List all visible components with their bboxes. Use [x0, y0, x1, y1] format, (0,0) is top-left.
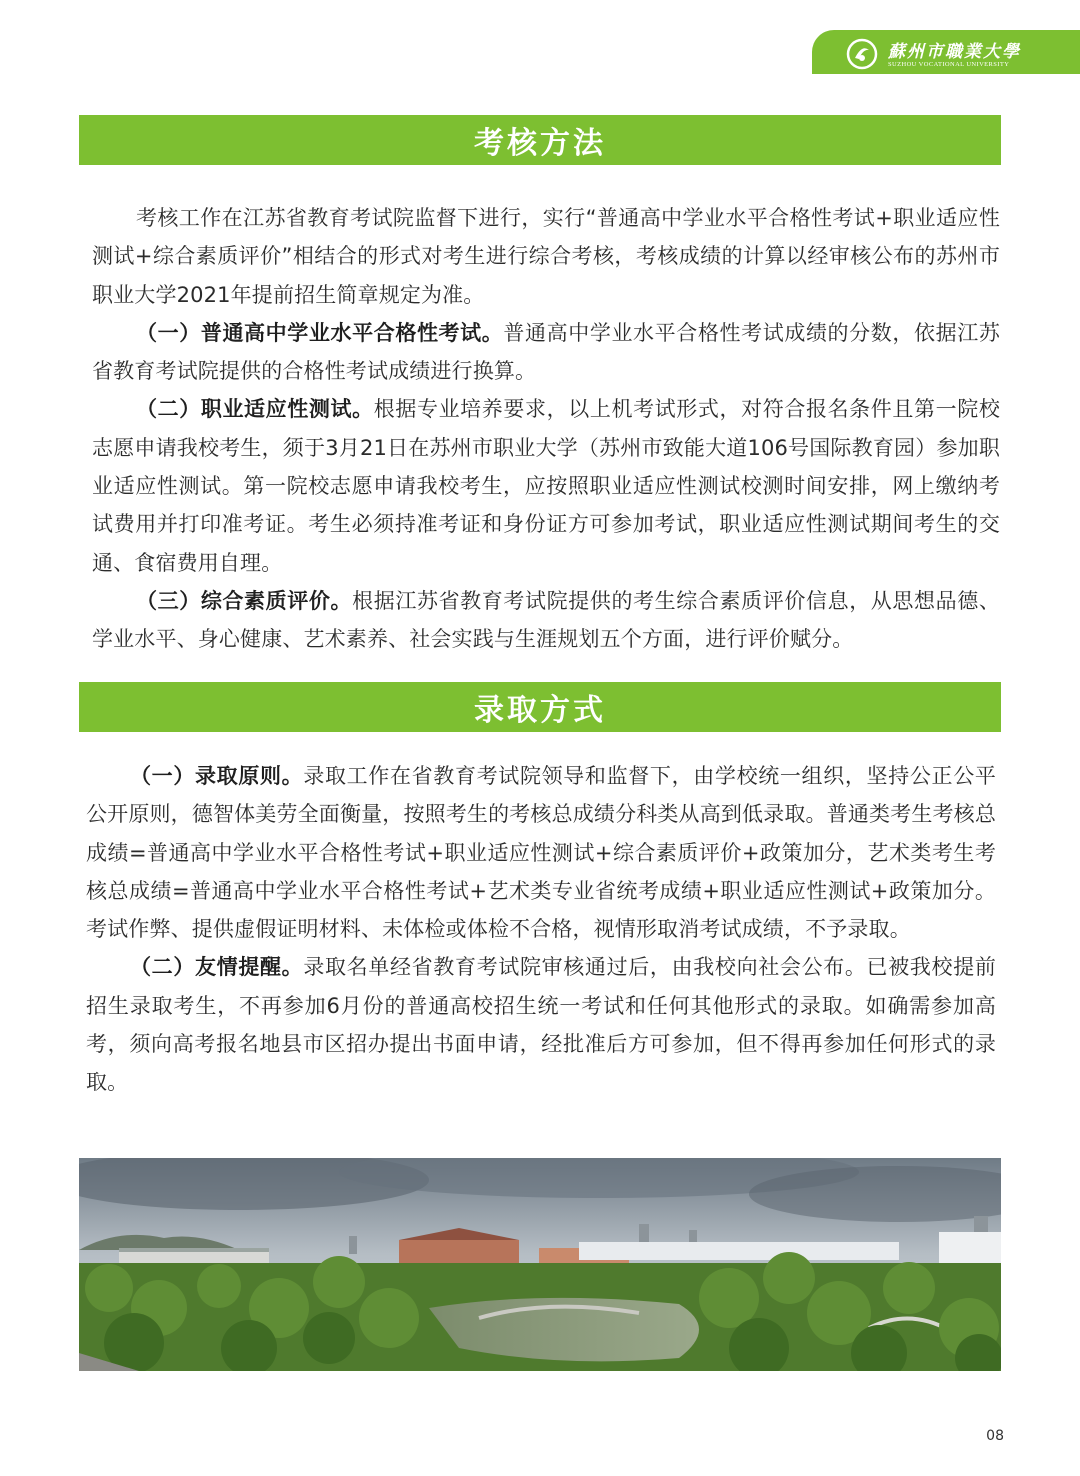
- item-text: 根据专业培养要求，以上机考试形式，对符合报名条件且第一院校志愿申请我校考生，须于3月21日在苏州市职业大学（苏州市致能大道106号国际教育园）参加职业适应性测试。第一院校志愿申请我校考生，应按照职业适应性测试校测时间安排，网上缴纳考试费用并打印准考证。考生必须持准考证和身份证方可参加考试，职业适应性测试期间考生的交通、食宿费用自理。: [92, 397, 1000, 575]
- assessment-item-3: [92, 582, 1000, 659]
- university-emblem-icon: [846, 38, 878, 70]
- page-number: 08: [986, 1428, 1004, 1444]
- campus-panorama-photo: [79, 1158, 1001, 1371]
- item-text: 普通高中学业水平合格性考试成绩的分数，依据江苏省教育考试院提供的合格性考试成绩进行换算。: [92, 320, 1000, 384]
- assessment-item-1: [92, 314, 1000, 391]
- item-text: 录取名单经省教育考试院审核通过后，由我校向社会公布。已被我校提前招生录取考生，不再参加6月份的普通高校招生统一考试和任何其他形式的录取。如确需参加高考，须向高考报名地县市区招办提出书面申请，经批准后方可参加，但不得再参加任何形式的录取。: [86, 955, 997, 1095]
- item-lead: （一）录取原则。: [130, 764, 304, 788]
- item-lead: （二）友情提醒。: [130, 955, 304, 980]
- logo-chinese-name: 蘇州市職業大學: [888, 42, 1021, 62]
- logo-english-name: SUZHOU VOCATIONAL UNIVERSITY: [888, 61, 1010, 68]
- admission-body: [86, 757, 996, 1102]
- item-lead: （一）普通高中学业水平合格性考试。: [136, 320, 504, 345]
- item-lead: （三）综合素质评价。: [136, 588, 353, 613]
- assessment-body: [92, 199, 1000, 659]
- assessment-item-2: [92, 390, 1000, 581]
- admission-item-1: [86, 757, 996, 948]
- item-lead: （二）职业适应性测试。: [136, 397, 374, 422]
- admission-item-2: [86, 948, 996, 1101]
- campus-scene: [79, 1158, 1001, 1371]
- section-title-admission: 录取方式: [79, 682, 1001, 732]
- item-text: 根据江苏省教育考试院提供的考生综合素质评价信息，从思想品德、学业水平、身心健康、艺术素养、社会实践与生涯规划五个方面，进行评价赋分。: [92, 588, 1001, 652]
- item-text: 录取工作在省教育考试院领导和监督下，由学校统一组织，坚持公正公平公开原则，德智体美劳全面衡量，按照考生的考核总成绩分科类从高到低录取。普通类考生考核总成绩=普通高中学业水平合格性考试+职业适应性测试+综合素质评价+政策加分，艺术类考生考核总成绩=普通高中学业水平合格性考试+艺术类专业省统考成绩+职业适应性测试+政策加分。考试作弊、提供虚假证明材料、未体检或体检不合格，视情形取消考试成绩，不予录取。: [86, 764, 997, 942]
- assessment-intro: 考核工作在江苏省教育考试院监督下进行，实行“普通高中学业水平合格性考试+职业适应性测试+综合素质评价”相结合的形式对考生进行综合考核，考核成绩的计算以经审核公布的苏州市职业大学2021年提前招生简章规定为准。: [92, 206, 1000, 307]
- section-title-assessment: 考核方法: [79, 115, 1001, 165]
